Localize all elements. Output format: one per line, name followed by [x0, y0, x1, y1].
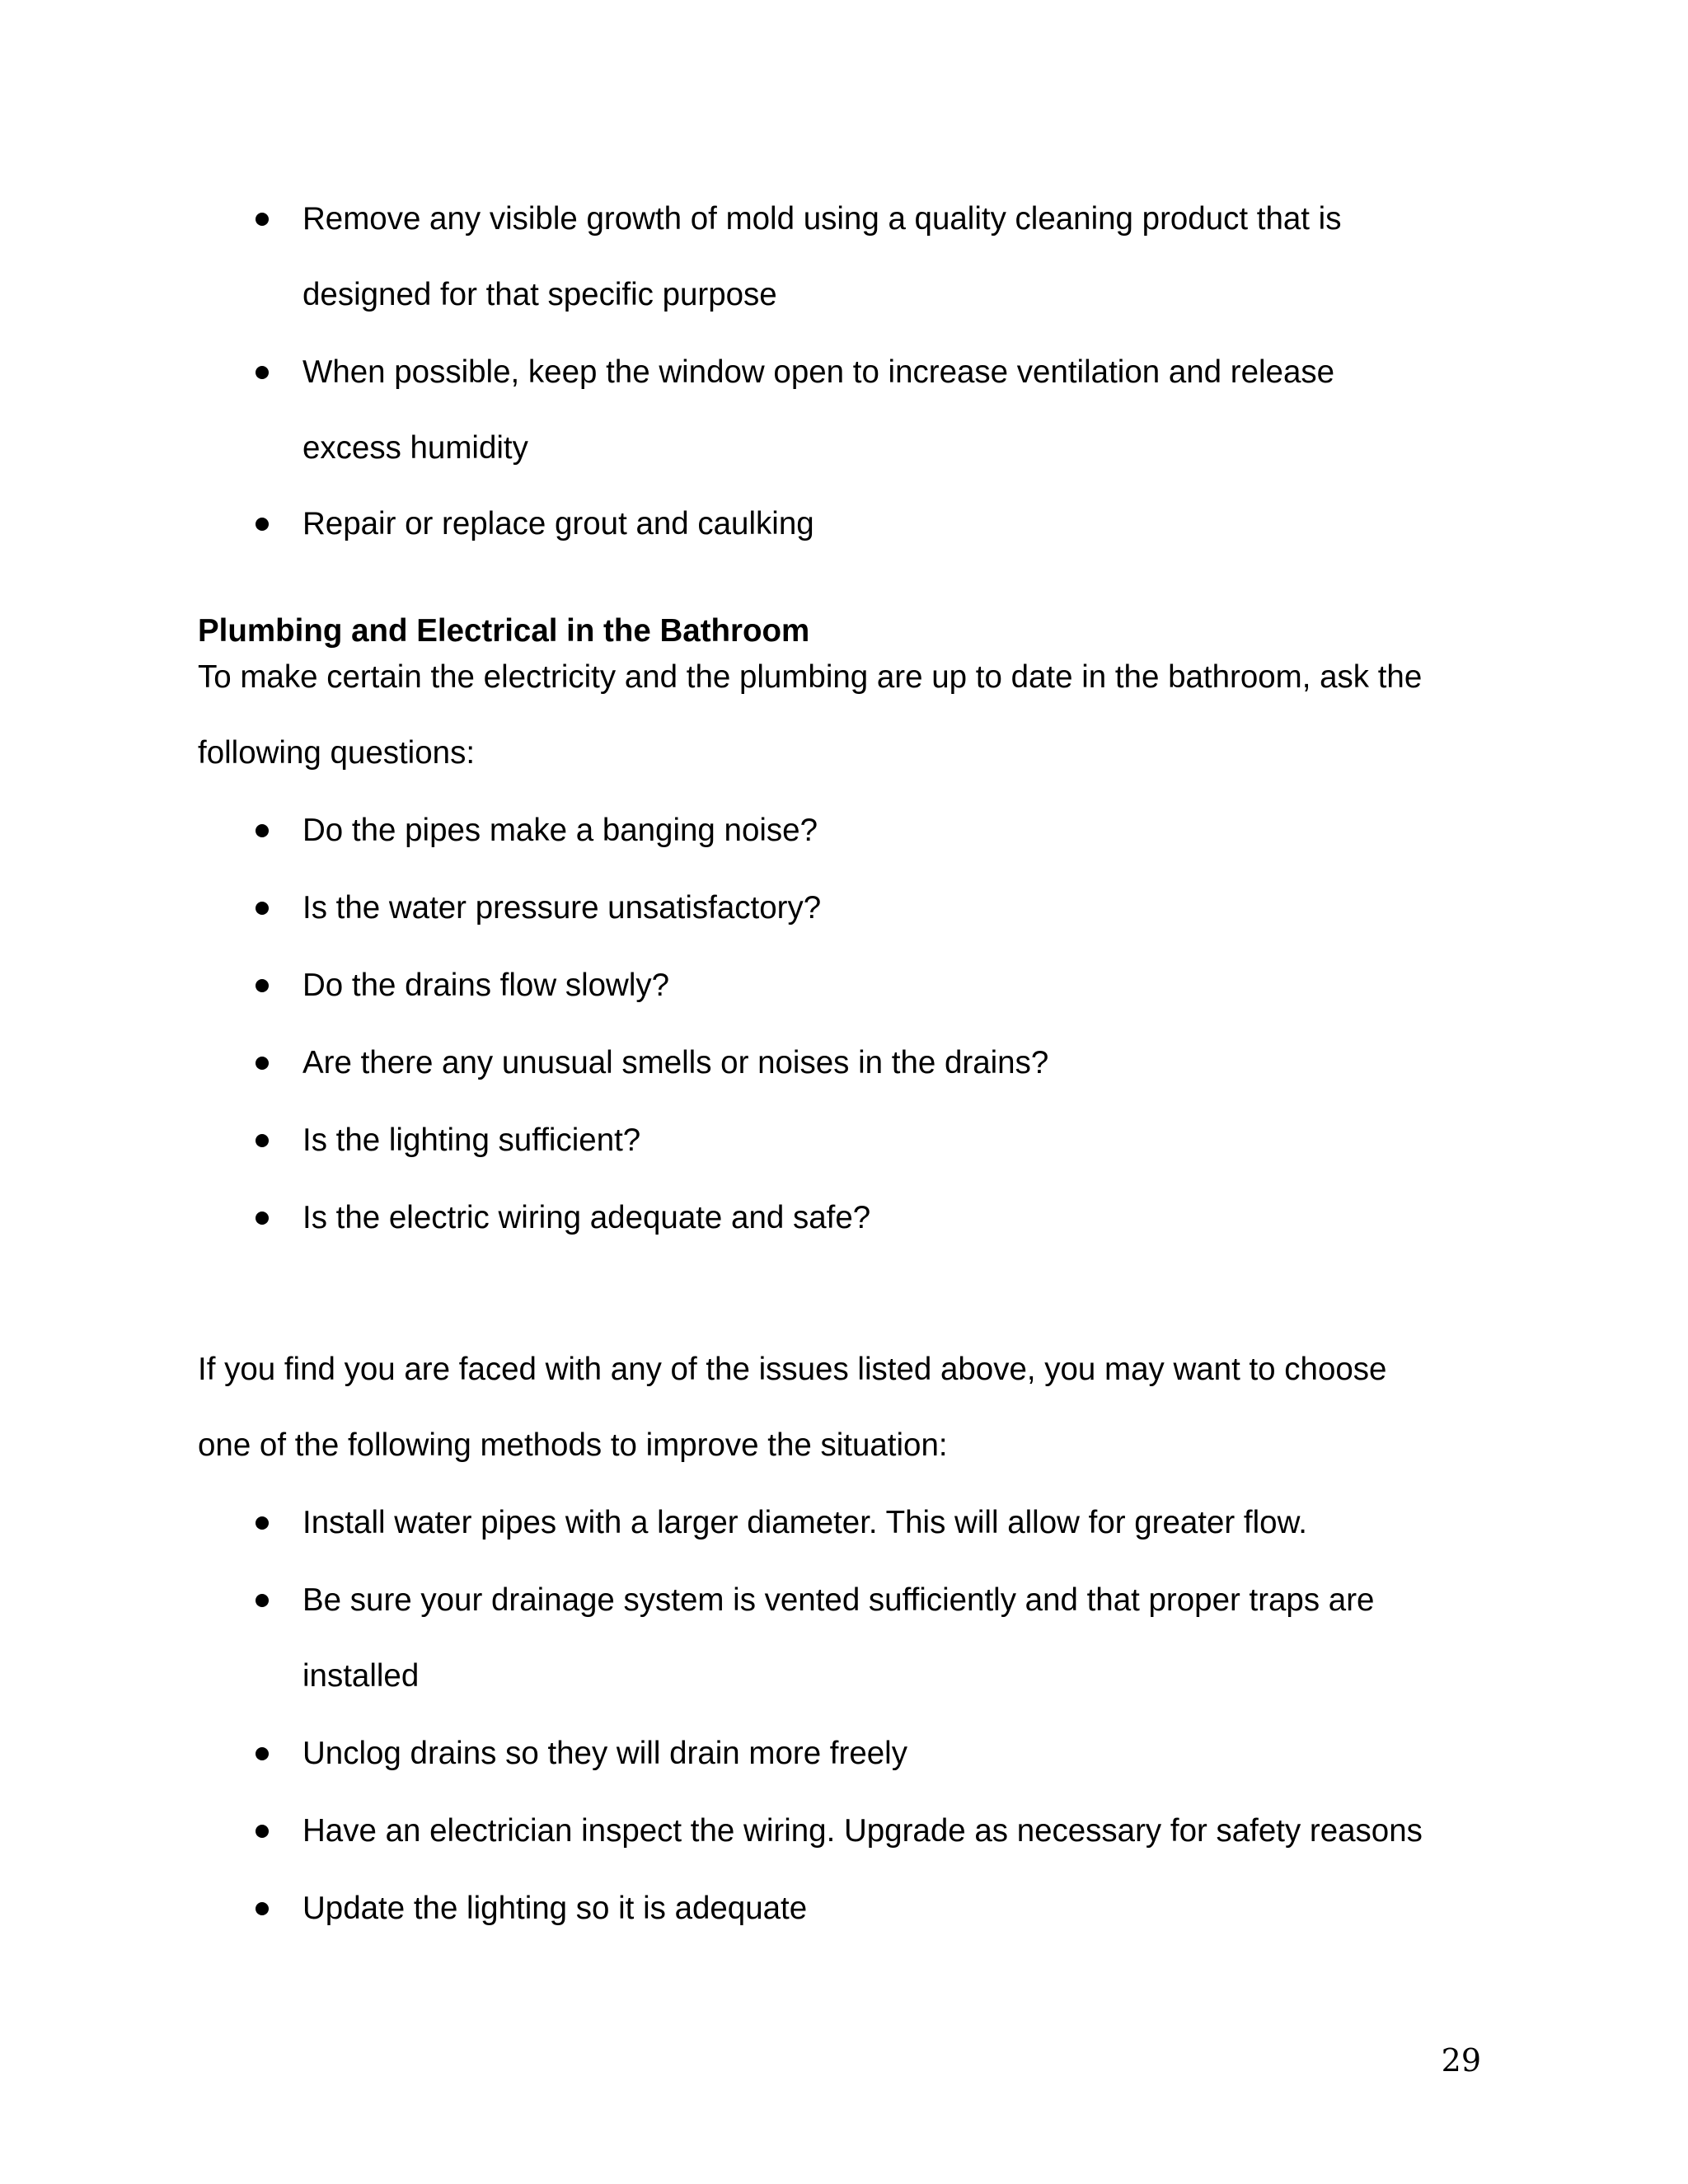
bullet-icon	[256, 1747, 269, 1760]
bullet-icon	[256, 1594, 269, 1607]
bullet-icon	[256, 1212, 269, 1225]
list-item-text: excess humidity	[302, 430, 528, 466]
bullet-icon	[256, 1825, 269, 1838]
list-item-text: Do the drains flow slowly?	[302, 968, 670, 1003]
page-number: 29	[1441, 2042, 1481, 2079]
paragraph-line: To make certain the electricity and the plumbing are up to date in the bathroom, ask the	[198, 659, 1423, 695]
list-item-text: Unclog drains so they will drain more freely	[302, 1736, 907, 1771]
bullet-icon	[256, 1516, 269, 1530]
list-item-text: Is the electric wiring adequate and safe?	[302, 1200, 871, 1235]
list-item-text: When possible, keep the window open to increase ventilation and release	[302, 354, 1335, 390]
list-item-text: designed for that specific purpose	[302, 277, 777, 312]
paragraph-line: one of the following methods to improve the situation:	[198, 1427, 948, 1463]
bullet-icon	[256, 824, 269, 837]
bullet-icon	[256, 213, 269, 226]
section-heading: Plumbing and Electrical in the Bathroom	[198, 613, 810, 649]
paragraph-line: following questions:	[198, 735, 476, 771]
list-item-text: Install water pipes with a larger diameter. This will allow for greater flow.	[302, 1505, 1307, 1540]
list-item-text: Remove any visible growth of mold using a quality cleaning product that is	[302, 201, 1342, 237]
bullet-icon	[256, 979, 269, 992]
bullet-icon	[256, 1902, 269, 1915]
bullet-icon	[256, 1057, 269, 1070]
paragraph-line: If you find you are faced with any of the issues listed above, you may want to choose	[198, 1352, 1387, 1387]
list-item-text: Are there any unusual smells or noises in the drains?	[302, 1045, 1049, 1080]
list-item-text: installed	[302, 1658, 420, 1694]
list-item-text: Have an electrician inspect the wiring. Upgrade as necessary for safety reasons	[302, 1813, 1423, 1849]
list-item-text: Do the pipes make a banging noise?	[302, 813, 818, 848]
bullet-icon	[256, 366, 269, 379]
list-item-text: Repair or replace grout and caulking	[302, 506, 814, 541]
bullet-icon	[256, 902, 269, 915]
bullet-icon	[256, 1134, 269, 1147]
list-item-text: Is the water pressure unsatisfactory?	[302, 890, 822, 926]
list-item-text: Be sure your drainage system is vented sufficiently and that proper traps are	[302, 1582, 1375, 1618]
list-item-text: Is the lighting sufficient?	[302, 1122, 641, 1158]
bullet-icon	[256, 518, 269, 531]
list-item-text: Update the lighting so it is adequate	[302, 1891, 808, 1926]
